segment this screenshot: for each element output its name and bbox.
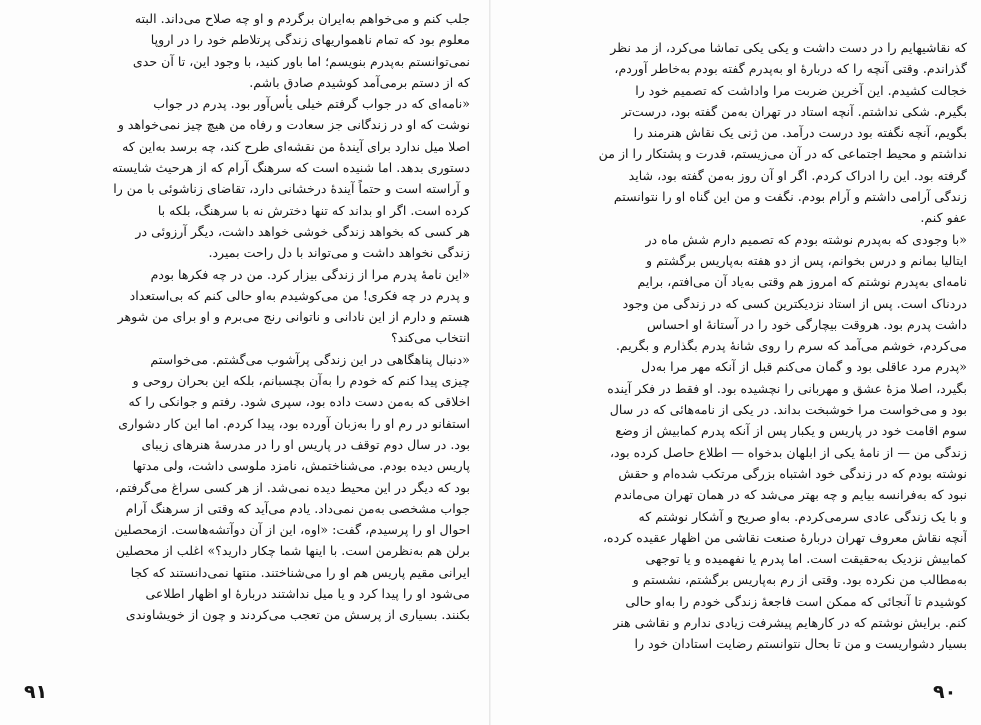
- text-line: بگیرم. شکی نداشتم. آنچه استاد در تهران به‌من گفته بود، درست‌تر: [621, 103, 967, 119]
- text-line: انتخاب می‌کند؟: [391, 330, 470, 346]
- right-page-number: ۹۰: [933, 681, 957, 703]
- text-line: گذراندم. وقتی آنچه را که دربارهٔ او به‌پدرم گفته بودم به‌خاطر آوردم،: [614, 61, 967, 77]
- text-line: نوشته بودم که در زندگی خود اشتباه بزرگی مرتکب شده‌ام و حقش: [618, 465, 967, 481]
- text-line: می‌کردم، خوشم می‌آمد که سرم را روی شانهٔ پدرم بگذارم و بگریم.: [615, 338, 967, 354]
- text-line: که نقاشیهایم را در دست داشت و یکی یکی تماشا می‌کرد، از مد نظر: [610, 40, 967, 55]
- right-page-text: [573, 37, 967, 655]
- text-line: اصلا میل ندارد برای آیندهٔ من نقشه‌ای طرح کند، چه برسد به‌این که: [122, 138, 470, 154]
- text-line: بکنند. بسیاری از پرسش من تعجب می‌کردند و چون از خویشاوندی: [125, 607, 470, 623]
- text-line: نمی‌توانستم به‌پدرم بنویسم؛ اما باور کنید، با وجود این، تا آن حدی: [132, 53, 470, 69]
- text-line: کمابیش نزدیک به‌حقیقت است. اما پدرم یا نفهمیده و یا توجهی: [645, 551, 967, 567]
- text-line: هستم و دارم از این نادانی و ناتوانی رنج می‌برم و او برای من شوهر: [117, 309, 470, 325]
- text-line: برلن هم به‌نظرمن است. با اینها شما چکار دارید؟» اغلب از محصلین: [115, 543, 470, 559]
- text-line: بود که دیگر در این محیط دیده نمی‌شد. از هر کسی سراغ می‌گرفتم،: [115, 479, 470, 495]
- text-line: سوم اقامت خود در پاریس و یکبار پس از آنکه پدرم کمابیش از وضع: [615, 423, 967, 439]
- text-line: ایتالیا بمانم و درس بخوانم، پس از دو هفته به‌پاریس برگشتم و: [646, 252, 967, 268]
- text-line: «این نامهٔ پدرم مرا از زندگی بیزار کرد. من در چه فکرها بودم: [150, 266, 470, 282]
- text-line: بگویم، آنچه نگفته بود درست درآمد. من ژنی یک نقاش هنرمند را: [633, 125, 967, 141]
- text-line: پاریس دیده بودم. می‌شناختمش، نامزد ملوسی داشت، ولی مدتها: [132, 458, 470, 474]
- text-line: به‌مطالب من نکرده بود. وقتی از رم به‌پاریس برگشتم، نشستم و: [632, 572, 967, 588]
- text-line: عفو کنم.: [920, 210, 967, 226]
- text-line: نبود که به‌فرانسه بیایم و چه بهتر می‌شد که در همان تهران می‌ماندم: [614, 487, 967, 503]
- text-line: می‌شود او را پیدا کرد و یا میل نداشتند دربارهٔ او اظهار اطلاعی: [145, 586, 470, 602]
- text-line: نامه‌ای به‌پدرم نوشتم که امروز هم وقتی به‌یاد آن می‌افتم، برایم: [637, 274, 967, 290]
- left-page-number: ۹۱: [24, 681, 48, 703]
- text-line: هر کسی که بخواهد زندگی خوشی خواهد داشت، دیگر آرزوئی در: [135, 223, 470, 239]
- text-line: و با یک زندگی عادی سرمی‌کردم. به‌او صریح و آشکار نوشتم که: [638, 508, 967, 524]
- text-line: احوال او را پرسیدم، گفت: «اوه، این از آن دوآتشه‌هاست. ازمحصلین: [114, 522, 470, 538]
- text-line: و آراسته است و حتماً آیندهٔ درخشانی دارد، تقاضای زناشوئی با من را: [113, 181, 470, 197]
- text-line: کنم. برایش نوشتم که در کارهایم پیشرفت زیادی ندارم و نقاشی هنر: [613, 615, 967, 631]
- text-line: «با وجودی که به‌پدرم نوشته بودم که تصمیم دارم شش ماه در: [645, 231, 967, 247]
- text-line: خجالت کشیدم. این آخرین ضربت مرا واداشت که تصمیم خود را: [635, 82, 967, 98]
- text-line: «دنبال پناهگاهی در این زندگی پرآشوب می‌گشتم. می‌خواستم: [150, 351, 470, 367]
- text-line: نوشت که او در زندگانی جز سعادت و رفاه من هیچ چیز نمی‌خواهد و: [117, 117, 470, 133]
- text-line: زندگی من — از نامهٔ یکی از ابلهان بدخواه — اطلاع حاصل کرده بود،: [609, 444, 967, 460]
- text-line: گرفته بود. این را ادراک کردم. اگر او آن روز به‌من گفته بود، شاید: [628, 167, 967, 183]
- text-line: بگیرد، اصلا مزهٔ عشق و مهربانی را نچشیده بود. او فقط در فکر آینده: [607, 380, 967, 396]
- text-line: اخلاقی که به‌من دست داده بود، سپری شود. رفتم و جوانکی را که: [128, 394, 470, 410]
- text-line: که از دستم برمی‌آمد کوشیدم صادق باشم.: [249, 74, 470, 90]
- text-line: معلوم بود که تمام ناهمواریهای زندگی پرتلاطم خود را در اروپا: [150, 32, 470, 48]
- text-line: دردناک است. پس از استاد نزدیکترین کسی که در زندگی من وجود: [622, 295, 967, 311]
- text-line: بسیار دشواریست و من تا بحال نتوانستم رضایت استادان خود را: [634, 636, 967, 652]
- text-line: بود و می‌خواست مرا خوشبخت بداند. در یکی از نامه‌هائی که در سال: [609, 402, 967, 418]
- text-line: و پدرم در چه فکری! من می‌کوشیدم به‌او حالی کنم که بی‌استعداد: [129, 287, 470, 303]
- text-line: داشت پدرم بود. هروقت بیچارگی خود را در آستانهٔ او احساس: [646, 316, 967, 332]
- text-line: آنچه نقاش معروف تهران دربارهٔ صنعت نقاشی من اظهار عقیده کرده،: [602, 529, 967, 545]
- text-line: زندگی آرامی داشتم و آرام بودم. نگفت و من این گناه او را نتوانستم: [613, 189, 967, 205]
- text-line: دستوری بدهد. اما شنیده است که سرهنگ آرام که از هرحیث شایسته: [111, 160, 470, 176]
- left-page-text: [30, 8, 470, 626]
- left-page: [0, 0, 490, 725]
- text-line: ایرانی مقیم پاریس هم او را می‌شناختند. منتها نمی‌دانستند که کجا: [130, 564, 470, 580]
- text-line: استفانو در رم او را به‌زبان آورده بود، پیدا کردم. اما این کار دشواری: [118, 415, 470, 431]
- text-line: بود. در سال دوم توقف در پاریس او را در مدرسهٔ هنرهای زیبای: [141, 436, 470, 452]
- text-line: جواب مشخصی به‌من نمی‌داد. یادم می‌آید که وقتی از سرهنگ آرام: [125, 500, 470, 516]
- text-line: «نامه‌ای که در جواب گرفتم خیلی یأس‌آور بود. پدرم در جواب: [153, 96, 470, 112]
- text-line: زندگی نخواهد داشت و می‌تواند با دل راحت بمیرد.: [208, 245, 470, 261]
- text-line: جلب کنم و می‌خواهم به‌ایران برگردم و او چه صلاح می‌داند. البته: [134, 11, 470, 26]
- text-line: کرده است. اگر او بداند که تنها دخترش نه با سرهنگ، بلکه با: [157, 202, 470, 218]
- text-line: چیزی پیدا کنم که خودم را به‌آن بچسبانم، بلکه این بحران روحی و: [132, 373, 470, 389]
- text-line: کوشیدم تا آنجائی که ممکن است فاجعهٔ زندگی خودم را به‌او حالی: [625, 593, 967, 609]
- text-line: «پدرم مرد عاقلی بود و گمان می‌کنم قبل از آنکه مهر مرا به‌دل: [641, 359, 967, 375]
- right-page: [491, 0, 981, 725]
- text-line: نداشتم و محیط اجتماعی که در آن می‌زیستم، قدرت و پشتکار را از من: [598, 146, 967, 162]
